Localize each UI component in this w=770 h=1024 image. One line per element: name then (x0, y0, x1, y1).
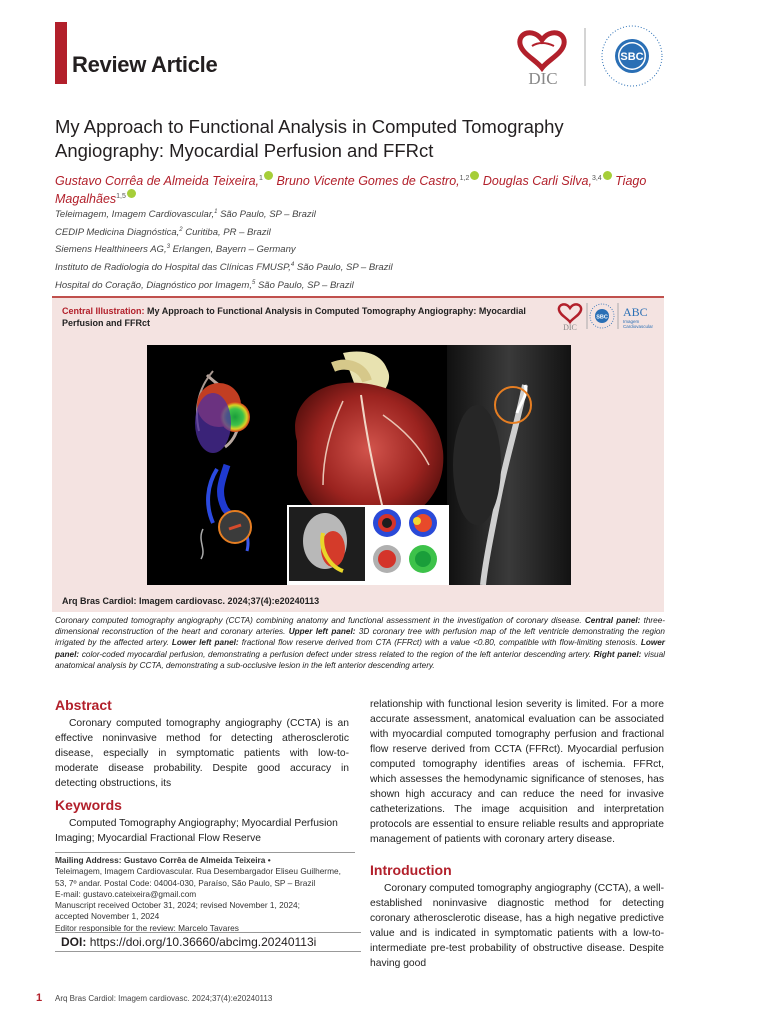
author-list: Gustavo Corrêa de Almeida Teixeira,$^1$ Bruno Vicente Gomes de Castro,$^{1,2}$ Douglas Carli Silva,$^{3,4}$ Tiago Magalhães$^{1,5}$ (55, 171, 695, 207)
section-color-bar (55, 22, 67, 84)
mailing-line: Editor responsible for the review: Marcelo Tavares (55, 922, 239, 933)
mailing-line: Manuscript received October 31, 2024; revised November 1, 2024; (55, 900, 300, 911)
article-title: My Approach to Functional Analysis in Computed Tomography Angiography: Myocardial Perfusion and FFRct (55, 116, 564, 161)
orcid-icon[interactable] (127, 189, 136, 198)
author-name: Douglas Carli Silva, (482, 174, 592, 189)
central-illustration-image (147, 345, 571, 585)
dic-logo (520, 33, 564, 88)
central-illustration-caption: Coronary computed tomography angiography (CCTA) combining anatomy and functional assessment in the investigation of coronary disease. Central panel: three-dimensional reconstruction of the heart and coronary arteries. Upper left panel: 3D coronary tree with perfusion map of the left ventricle demonstrating the region irrigated by the affected artery. Lower left panel: fractional flow reserve derived from CTA (FFRct) with a value <0.80, compatible with flow-limiting stenosis. Lower panel: color-coded myocardial perfusion, demonstrating a perfusion defect under stress related to the region of the left anterior descending artery. Right panel: visual anatomical analysis by CCTA, demonstrating a sub-occlusive lesion in the left anterior descending artery. (55, 616, 665, 670)
mailing-line: accepted November 1, 2024 (55, 911, 160, 922)
keywords-heading: Keywords (55, 797, 122, 813)
abstract-heading: Abstract (55, 697, 112, 713)
mailing-label: Mailing Address: Gustavo Corrêa de Almeida Teixeira • (55, 855, 271, 865)
lower-left-panel (201, 465, 251, 559)
affiliation: Instituto de Radiologia do Hospital das Clínicas FMUSP,$^4$ São Paulo, SP – Brazil (55, 261, 393, 274)
introduction-heading: Introduction (370, 862, 452, 878)
mailing-line: 53, 7º andar. Postal Code: 04004-030, Paraíso, São Paulo, SP – Brazil (55, 877, 316, 888)
doi-link[interactable]: https://doi.org/10.36660/abcimg.20240113i (89, 935, 317, 949)
mailing-address (55, 852, 355, 934)
introduction-text: Coronary computed tomography angiography (CCTA), a well-established noninvasive diagnostic method for detecting coronary atherosclerotic disease, has a high negative predictive value and is indicated in symptomatic patients with a low-to-intermediate pre-test probability of obstructive disease. Despite having good (370, 883, 664, 969)
upper-left-panel (195, 371, 250, 453)
journal-logos (510, 22, 670, 90)
central-sbc-text: SBC (596, 314, 608, 321)
author-name: Bruno Vicente Gomes de Castro, (276, 174, 460, 189)
affiliation: Teleimagem, Imagem Cardiovascular,$^1$ São Paulo, SP – Brazil (55, 209, 316, 221)
sbc-logo-text: SBC (620, 51, 644, 63)
author-name: Tiago Magalhães (55, 174, 647, 207)
affiliation: Hospital do Coração, Diagnóstico por Imagem,$^5$ São Paulo, SP – Brazil (55, 279, 354, 291)
central-logos (556, 300, 660, 332)
lower-panel-perfusion (287, 505, 449, 585)
section-label: Review Article (72, 52, 218, 77)
mailing-line: Teleimagem, Imagem Cardiovascular. Rua Desembargador Eliseu Guilherme, (55, 866, 341, 877)
orcid-icon[interactable] (470, 171, 479, 180)
mailing-line: E-mail: gustavo.cateixeira@gmail.com (55, 888, 197, 899)
doi-line (55, 932, 361, 952)
abstract-text-right: relationship with functional lesion severity is limited. For a more accurate assessment, anatomical evaluation can be associated with myocardial computed tomography perfusion and fractional flow reserve derived from CCTA (FFRct). Myocardial perfusion computed tomography identifies areas of ischemia. FFRct, which assesses the hemodynamic significance of stenoses, has shown high accuracy and can reduce the need for invasive catheterizations. The image acquisition and interpretation protocols are essential to ensure reliable results and appropriate management of patients with coronary artery disease. (370, 699, 664, 845)
central-panel-heart (295, 352, 443, 531)
orcid-icon[interactable] (264, 171, 273, 180)
doi-label: DOI: (61, 935, 87, 949)
affiliation: Siemens Healthineers AG,$^3$ Erlangen, Bayern – Germany (55, 244, 296, 256)
affiliation-list (55, 205, 695, 293)
author-name: Gustavo Corrêa de Almeida Teixeira, (55, 174, 260, 189)
central-abc-text: ABC (623, 305, 648, 319)
orcid-icon[interactable] (603, 171, 612, 180)
page-number: 1 (36, 992, 43, 1004)
abstract-text-left: Coronary computed tomography angiography (CCTA) is an effective noninvasive method for detecting atherosclerotic disease, especially in symptomatic patients with low-to-moderate disease probability. Despite good accuracy in detecting obstructions, its (55, 718, 349, 789)
central-abc-sub2: Cardiovascular (623, 324, 654, 329)
footer-citation: Arq Bras Cardiol: Imagem cardiovasc. 2024;37(4):e20240113 (55, 994, 273, 1003)
affiliation: CEDIP Medicina Diagnóstica,$^2$ Curitiba, PR – Brazil (55, 226, 271, 238)
central-illustration-title: Central Illustration: My Approach to Functional Analysis in Computed Tomography Angiography: Myocardial Perfusion and FFRct (62, 306, 526, 328)
central-abc-sub1: Imagem (623, 319, 640, 324)
central-illustration-cite: Arq Bras Cardiol: Imagem cardiovasc. 2024;37(4):e20240113 (62, 596, 320, 606)
central-dic-text: DIC (563, 323, 577, 332)
right-panel-ct (447, 345, 571, 585)
dic-logo-text: DIC (528, 69, 558, 88)
ccta-composite-figure (147, 345, 571, 585)
keywords-text: Computed Tomography Angiography; Myocardial Perfusion Imaging; Myocardial Fractional Flow Reserve (55, 818, 338, 844)
sbc-seal (602, 26, 662, 86)
